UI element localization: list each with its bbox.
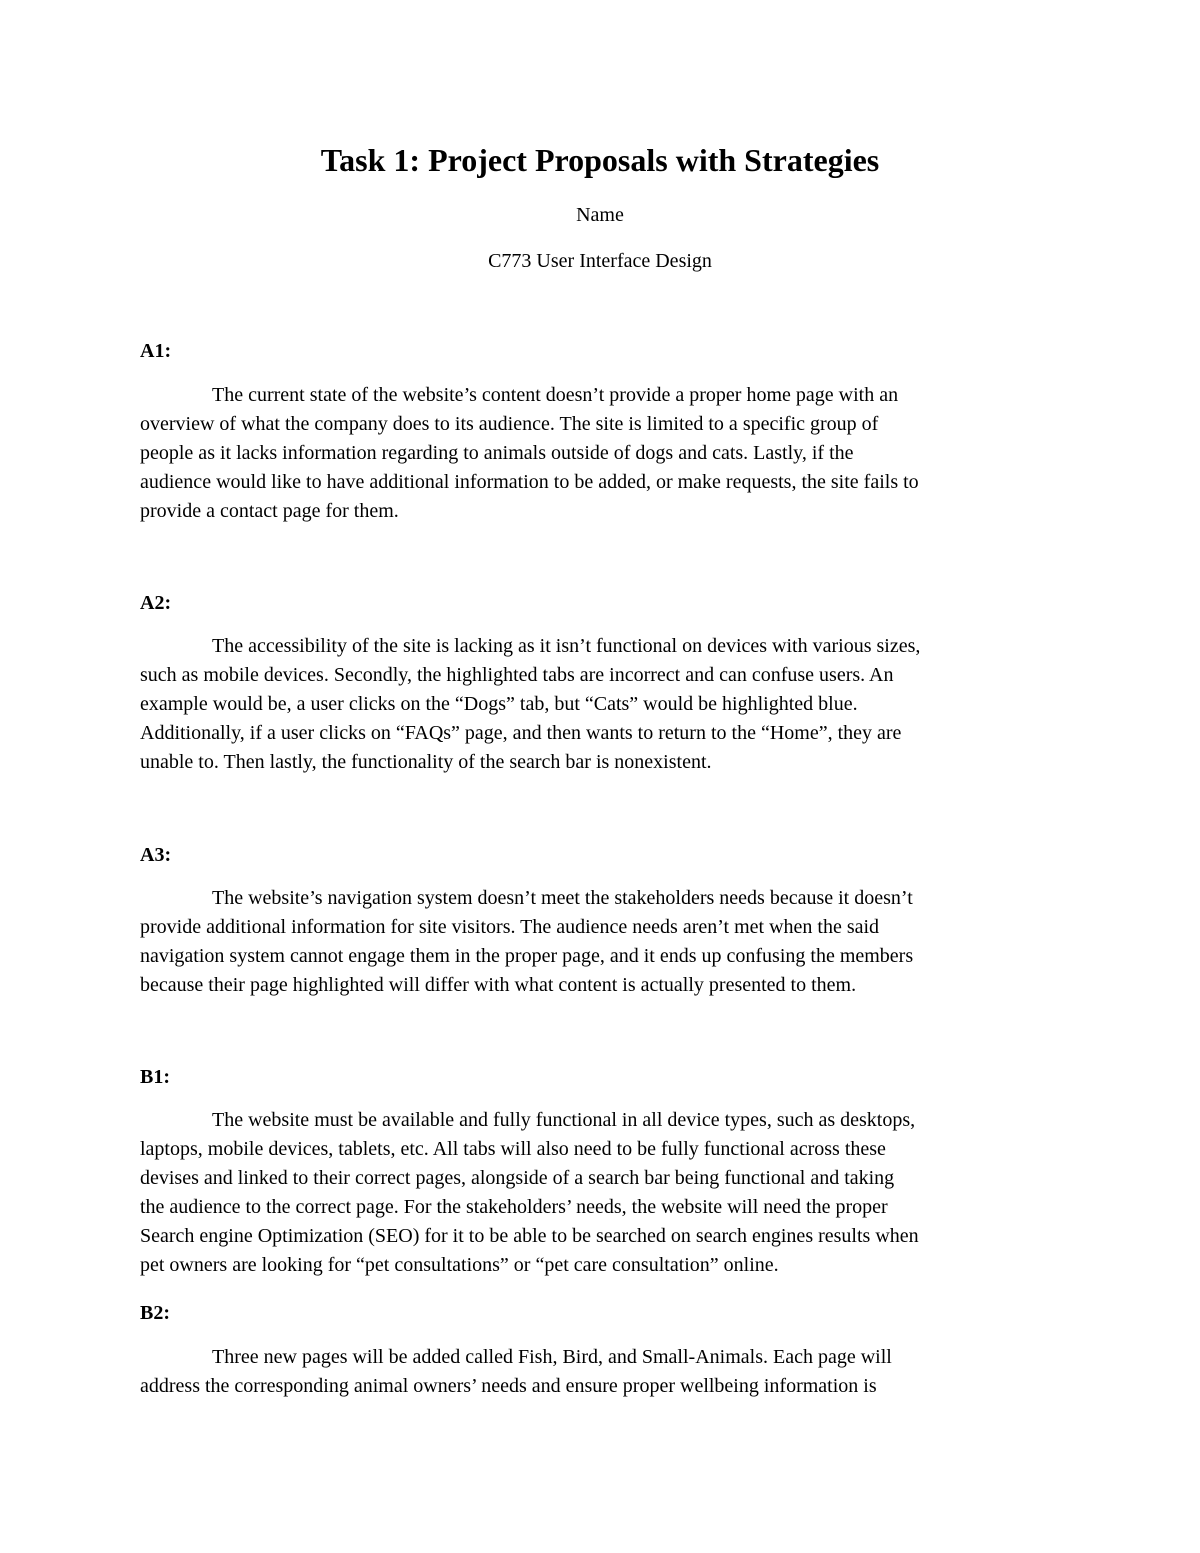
paragraph-line: provide a contact page for them.	[140, 500, 399, 522]
course-title: C773 User Interface Design	[488, 250, 712, 272]
paragraph-line: The website’s navigation system doesn’t meet the stakeholders needs because it doesn’t	[212, 887, 913, 909]
section-heading-a1: A1:	[140, 340, 172, 362]
paragraph-line: overview of what the company does to its audience. The site is limited to a specific group of	[140, 413, 879, 435]
section-paragraph-a3	[140, 884, 1060, 1000]
paragraph-line: people as it lacks information regarding to animals outside of dogs and cats. Lastly, if the	[140, 442, 854, 464]
paragraph-line: laptops, mobile devices, tablets, etc. All tabs will also need to be fully functional across these	[140, 1138, 886, 1160]
paragraph-line: unable to. Then lastly, the functionality of the search bar is nonexistent.	[140, 751, 712, 773]
paragraph-line: navigation system cannot engage them in the proper page, and it ends up confusing the members	[140, 945, 914, 967]
paragraph-line: example would be, a user clicks on the “Dogs” tab, but “Cats” would be highlighted blue.	[140, 693, 858, 715]
paragraph-line: The website must be available and fully functional in all device types, such as desktops,	[212, 1109, 916, 1131]
paragraph-line: the audience to the correct page. For the stakeholders’ needs, the website will need the proper	[140, 1196, 888, 1218]
paragraph-line: because their page highlighted will differ with what content is actually presented to them.	[140, 974, 857, 996]
paragraph-line: Additionally, if a user clicks on “FAQs” page, and then wants to return to the “Home”, they are	[140, 722, 902, 744]
paragraph-line: Search engine Optimization (SEO) for it to be able to be searched on search engines results when	[140, 1225, 919, 1247]
paragraph-line: pet owners are looking for “pet consultations” or “pet care consultation” online.	[140, 1254, 779, 1276]
section-heading-a3: A3:	[140, 844, 172, 866]
paragraph-line: Three new pages will be added called Fish, Bird, and Small-Animals. Each page will	[212, 1346, 892, 1368]
document-title: Task 1: Project Proposals with Strategies	[320, 142, 880, 178]
paragraph-line: audience would like to have additional information to be added, or make requests, the site fails to	[140, 471, 919, 493]
paragraph-line: The current state of the website’s content doesn’t provide a proper home page with an	[212, 384, 899, 406]
section-heading-a2: A2:	[140, 592, 172, 614]
section-paragraph-b1	[140, 1106, 1060, 1280]
section-heading-b2: B2:	[140, 1302, 170, 1324]
section-paragraph-b2	[140, 1343, 1060, 1401]
paragraph-line: such as mobile devices. Secondly, the highlighted tabs are incorrect and can confuse users. An	[140, 664, 894, 686]
paragraph-line: devises and linked to their correct pages, alongside of a search bar being functional and taking	[140, 1167, 895, 1189]
author-name: Name	[576, 204, 624, 226]
section-paragraph-a2	[140, 632, 1060, 777]
paragraph-line: address the corresponding animal owners’ needs and ensure proper wellbeing information is	[140, 1375, 877, 1397]
section-heading-b1: B1:	[140, 1066, 170, 1088]
section-paragraph-a1	[140, 381, 1060, 526]
paragraph-line: The accessibility of the site is lacking as it isn’t functional on devices with various sizes,	[212, 635, 921, 657]
paragraph-line: provide additional information for site visitors. The audience needs aren’t met when the said	[140, 916, 880, 938]
